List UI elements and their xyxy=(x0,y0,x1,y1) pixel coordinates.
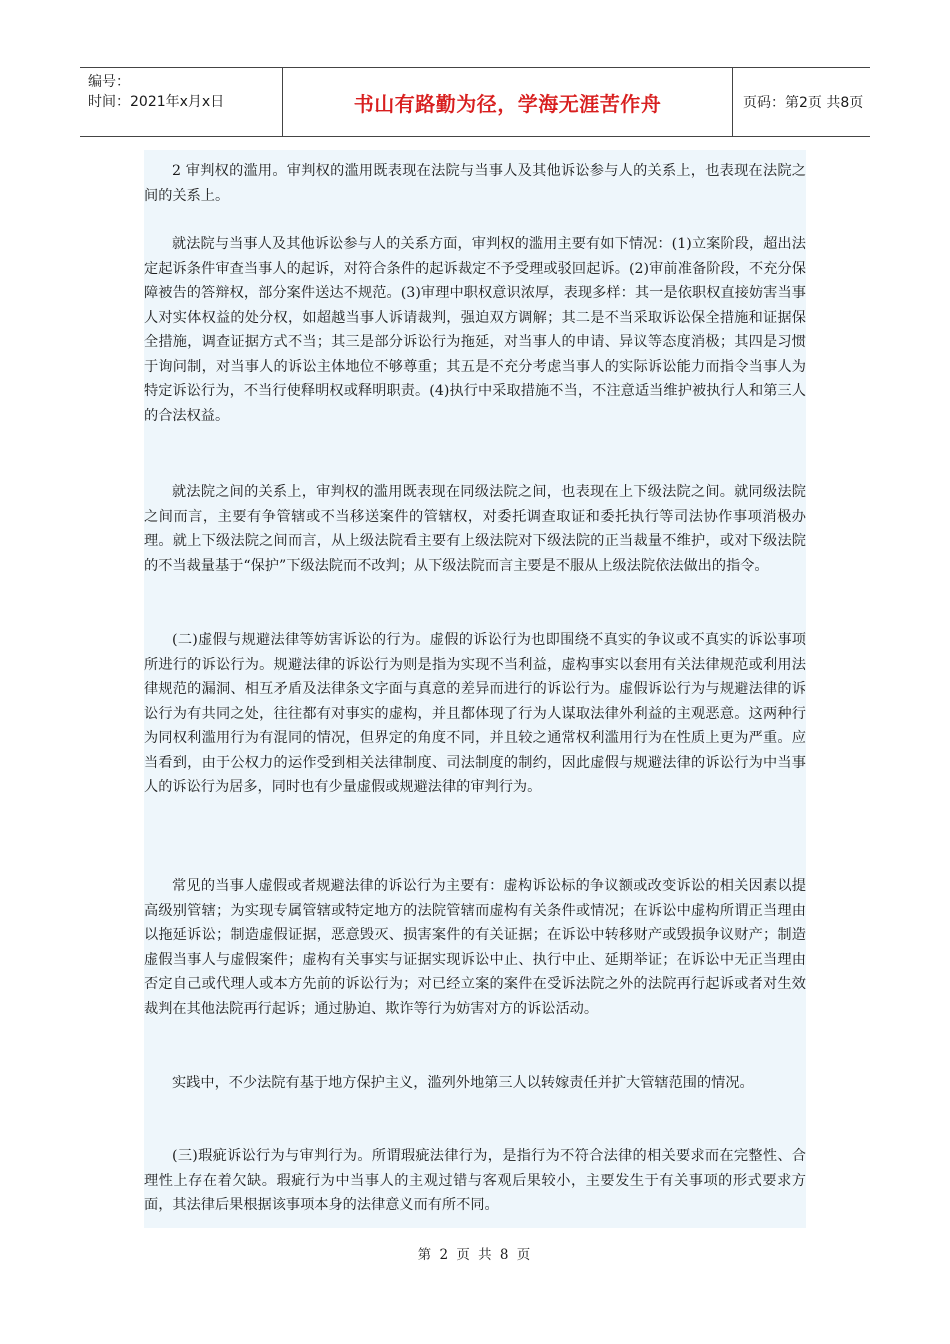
paragraph-7: (三)瑕疵诉讼行为与审判行为。所谓瑕疵法律行为，是指行为不符合法律的相关要求而在完整性、合理性上存在着欠缺。瑕疵行为中当事人的主观过错与客观后果较小，主要发生于有关事项的形式要求方面，其法律后果根据该事项本身的法律意义而有所不同。 xyxy=(144,1148,806,1213)
page-footer: 第 2 页 共 8 页 xyxy=(417,1247,533,1263)
paragraph-2: 就法院与当事人及其他诉讼参与人的关系方面，审判权的滥用主要有如下情况：(1)立案阶段，超出法定起诉条件审查当事人的起诉，对符合条件的起诉裁定不予受理或驳回起诉。(2)审前准备阶段，不充分保障被告的答辩权，部分案件送达不规范。(3)审理中职权意识浓厚，表现多样：其一是依职权直接妨害当事人对实体权益的处分权，如超越当事人诉请裁判，强迫双方调解；其二是不当采取诉讼保全措施和证据保全措施，调查证据方式不当；其三是部分诉讼行为拖延，对当事人的申请、异议等态度消极；其四是习惯于询问制，对当事人的诉讼主体地位不够尊重；其五是不充分考虑当事人的实际诉讼能力而指令当事人为特定诉讼行为，不当行使释明权或释明职责。(4)执行中采取措施不当，不注意适当维护被执行人和第三人的合法权益。 xyxy=(144,236,806,424)
header-meta xyxy=(80,68,282,136)
page-header xyxy=(80,67,870,137)
header-page-label: 页码：第2页 共8页 xyxy=(743,95,864,111)
paragraph-6: 实践中，不少法院有基于地方保护主义，滥列外地第三人以转嫁责任并扩大管辖范围的情况。 xyxy=(172,1075,754,1091)
date-label: 时间：2021年x月x日 xyxy=(88,94,225,110)
paragraph-4: (二)虚假与规避法律等妨害诉讼的行为。虚假的诉讼行为也即围绕不真实的争议或不真实的诉讼事项所进行的诉讼行为。规避法律的诉讼行为则是指为实现不当利益，虚构事实以套用有关法律规范或利用法律规范的漏洞、相互矛盾及法律条文字面与真意的差异而进行的诉讼行为。虚假诉讼行为与规避法律的诉讼行为有共同之处，往往都有对事实的虚构，并且都体现了行为人谋取法律外利益的主观恶意。这两种行为同权利滥用行为有混同的情况，但界定的角度不同，并且较之通常权利滥用行为在性质上更为严重。应当看到，由于公权力的运作受到相关法律制度、司法制度的制约，因此虚假与规避法律的诉讼行为中当事人的诉讼行为居多，同时也有少量虚假或规避法律的审判行为。 xyxy=(144,632,806,795)
paragraph-1: 2 审判权的滥用。审判权的滥用既表现在法院与当事人及其他诉讼参与人的关系上，也表现在法院之间的关系上。 xyxy=(144,163,806,204)
document-body xyxy=(144,150,806,1228)
header-motto: 书山有路勤为径，学海无涯苦作舟 xyxy=(282,68,733,136)
number-label: 编号： xyxy=(88,74,130,90)
paragraph-3: 就法院之间的关系上，审判权的滥用既表现在同级法院之间，也表现在上下级法院之间。就同级法院之间而言，主要有争管辖或不当移送案件的管辖权，对委托调查取证和委托执行等司法协作事项消极办理。就上下级法院之间而言，从上级法院看主要有上级法院对下级法院的正当裁量不维护，或对下级法院的不当裁量基于“保护”下级法院而不改判；从下级法院而言主要是不服从上级法院依法做出的指令。 xyxy=(144,484,806,574)
paragraph-5: 常见的当事人虚假或者规避法律的诉讼行为主要有：虚构诉讼标的争议额或改变诉讼的相关因素以提高级别管辖；为实现专属管辖或特定地方的法院管辖而虚构有关条件或情况；在诉讼中虚构所谓正当理由以拖延诉讼；制造虚假证据，恶意毁灭、损害案件的有关证据；在诉讼中转移财产或毁损争议财产；制造虚假当事人与虚假案件；虚构有关事实与证据实现诉讼中止、执行中止、延期举证；在诉讼中无正当理由否定自己或代理人或本方先前的诉讼行为；对已经立案的案件在受诉法院之外的法院再行起诉或者对生效裁判在其他法院再行起诉；通过胁迫、欺诈等行为妨害对方的诉讼活动。 xyxy=(144,878,806,1017)
